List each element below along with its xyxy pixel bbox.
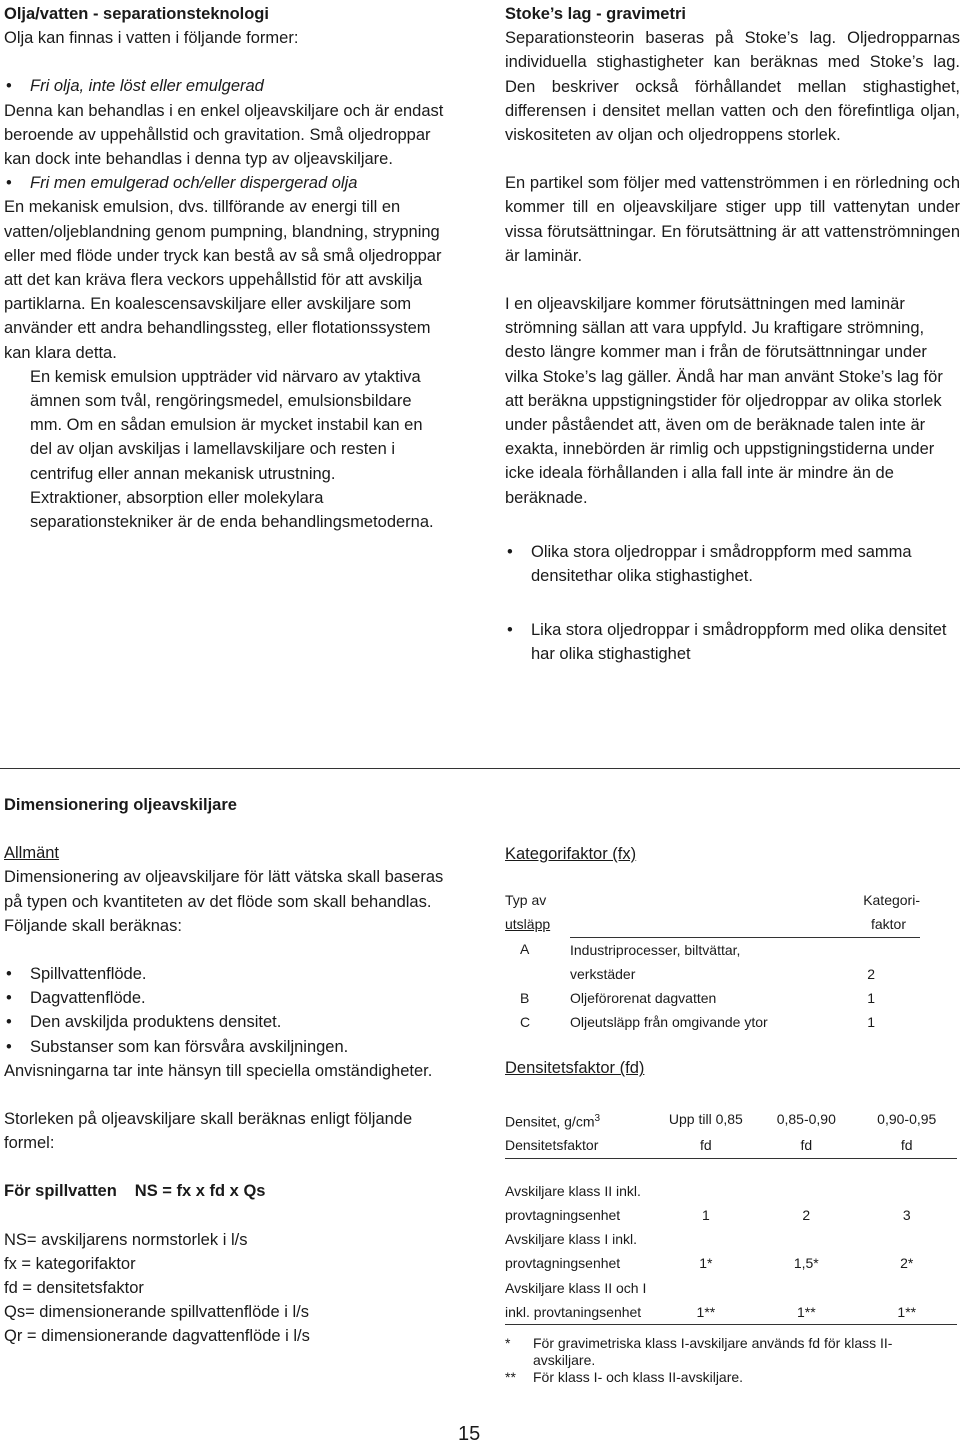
paragraph: Separationsteorin baseras på Stoke’s lag. Oljedropparnas individuella stighastigheter kan beräknas med Stoke’s lag. Den beskriver också förhållandet mellan stighastighet, differensen i densitet mellan vatten och den förefintliga oljan, viskositeten av oljan och oljedroppens storlek.: [505, 29, 960, 145]
densitet-table: [505, 1107, 957, 1325]
table-header: Densitet, $g/cm^3$: [505, 1112, 601, 1130]
formula-expression: NS = fx x fd x Qs: [134, 1182, 266, 1201]
right-bottom-column: [505, 842, 960, 1386]
page-number: 15: [458, 1423, 481, 1445]
table-header: Kategori-: [863, 892, 920, 909]
droplet-list: [505, 540, 960, 588]
footnote: ** För klass I- och klass II-avskiljare.: [505, 1368, 744, 1385]
oil-forms-list: [4, 74, 444, 364]
definition: Qs= dimensionerande spillvattenflöde i l/s: [4, 1303, 309, 1322]
table-header: utsläpp: [505, 916, 551, 933]
list-item: • Olika stora oljedroppar i smådroppform med samma densitethar olika stighastighet.: [505, 540, 960, 588]
table-header: 0,85-0,90: [776, 1110, 836, 1127]
formula: [4, 1179, 464, 1203]
table-header: faktor: [840, 912, 920, 937]
item-body: Denna kan behandlas i en enkel oljeavskiljare och är endast beroende av uppehållstid och gravitation. Små oljedroppar kan dock inte behandlas i denna typ av oljeavskiljare.: [4, 101, 444, 169]
paragraph: I en oljeavskiljare kommer förutsättningen med laminär strömning sällan att vara uppfyld. Ju kraftigare strömning, desto längre kommer man i från de förutsättnningar under vilka Stoke’s lag gäller. Ändå har man använt Stoke’s lag för att beräkna uppstigningstider för oljedroppar av olika storlek under påståendet att, även om de beräknade talen inte är exakta, innebörden är rimlig och uppstigningstiderna under icke ideala förhållanden i alla fall inte är mindre än de beräknade.: [505, 295, 943, 507]
table-row: A Industriprocesser, biltvättar,: [520, 941, 741, 958]
paragraph: En kemisk emulsion uppträder vid närvaro av ytaktiva ämnen som tvål, rengöringsmedel, emulsionsbildare mm. Om en sådan emulsion är mycket instabil kan en del av oljan avskiljas i lamellavskiljare och resten i centrifug eller annan mekanisk utrustning.: [30, 367, 423, 483]
footnote: * För gravimetriska klass I-avskiljare används fd för klass II-avskiljare.: [505, 1334, 893, 1368]
list-item: • Substanser som kan försvåra avskiljningen.: [4, 1035, 464, 1059]
table-header: fd: [900, 1137, 913, 1154]
table-row: verkstäder 2: [570, 965, 875, 982]
divider: [0, 768, 960, 769]
item-body: En mekanisk emulsion, dvs. tillförande av energi till en vatten/oljeblandning genom pumpning, blandning, strypning eller med flöde under tryck kan bestå av så små oljedroppar att det kan kräva flera veckors uppehållstid för att avskilja partiklarna. En koalescensavskiljare eller avskiljare som använder ett andra behandlingssteg, eller flotationssystem kan klara detta.: [4, 198, 442, 362]
list-item: • Den avskiljda produktens densitet.: [4, 1010, 464, 1034]
list-item: • Dagvattenflöde.: [4, 986, 464, 1010]
table-header: Upp till 0,85: [668, 1110, 743, 1127]
subheading: Allmänt: [4, 844, 60, 863]
list-item: [4, 74, 444, 171]
table-header: Densitetsfaktor: [505, 1137, 599, 1154]
item-heading: • Fri olja, inte löst eller emulgerad: [30, 77, 264, 96]
definition: fx = kategorifaktor: [4, 1254, 136, 1273]
table-header: Typ av: [505, 892, 547, 909]
kategori-table: [505, 888, 920, 1034]
table-row: C Oljeutsläpp från omgivande ytor 1: [520, 1014, 875, 1031]
paragraph: Extraktioner, absorption eller molekylara separationstekniker är de enda behandlingsmetoderna.: [30, 488, 434, 532]
kategori-title: Kategorifaktor (fx): [505, 845, 637, 863]
table-header: fd: [700, 1137, 712, 1154]
table-row: provtagningsenhet 1 2 3: [505, 1206, 911, 1223]
section-title: Dimensionering oljeavskiljare: [4, 796, 237, 814]
list-item: [4, 171, 444, 365]
table-row: Avskiljare klass II och I: [505, 1279, 647, 1296]
paragraph: Storleken på oljeavskiljare skall beräknas enligt följande formel:: [4, 1110, 413, 1153]
table-header: 0,90-0,95: [877, 1110, 937, 1127]
definition: NS= avskiljarens normstorlek i l/s: [4, 1230, 248, 1249]
right-top-column: [505, 2, 960, 667]
table-row: Avskiljare klass II inkl.: [505, 1182, 641, 1199]
list-item: • Spillvattenflöde.: [4, 962, 464, 986]
table-row: inkl. provtaningsenhet 1** 1** 1**: [505, 1300, 957, 1325]
table-row: provtagningsenhet 1* 1,5* 2*: [505, 1255, 914, 1272]
footnotes: [505, 1335, 960, 1386]
section-title: Olja/vatten - separationsteknologi: [4, 5, 269, 23]
paragraph: En partikel som följer med vattenströmmen i en rörledning och kommer till en oljeavskiljare stiger upp till vattenytan under vissa förutsättningar. En förutsättning är att vattenströmningen är laminär.: [505, 174, 960, 265]
left-top-column: [4, 2, 444, 534]
section-title: Stoke’s lag - gravimetri: [505, 5, 686, 23]
table-header: fd: [800, 1137, 813, 1154]
definition: Qr = dimensionerande dagvattenflöde i l/s: [4, 1327, 310, 1346]
table-row: Avskiljare klass I inkl.: [505, 1231, 638, 1248]
definition: fd = densitetsfaktor: [4, 1279, 144, 1298]
calc-list: [4, 962, 464, 1059]
list-item: • Lika stora oljedroppar i smådroppform med olika densitet har olika stighastighet: [505, 618, 960, 666]
paragraph: Anvisningarna tar inte hänsyn till speciella omständigheter.: [4, 1061, 433, 1080]
definitions: [4, 1228, 464, 1349]
intro-text: Olja kan finnas i vatten i följande former:: [4, 29, 299, 48]
table-row: B Oljeförorenat dagvatten 1: [520, 990, 875, 1007]
formula-label: För spillvatten: [4, 1182, 117, 1201]
paragraph: Dimensionering av oljeavskiljare för lätt vätska skall baseras på typen och kvantiteten av det flöde som skall behandlas. Följande skall beräknas:: [4, 868, 444, 935]
droplet-list: [505, 618, 960, 666]
left-bottom-column: [4, 793, 464, 1349]
item-heading: • Fri men emulgerad och/eller dispergerad olja: [30, 174, 358, 193]
densitet-title: Densitetsfaktor (fd): [505, 1059, 645, 1078]
